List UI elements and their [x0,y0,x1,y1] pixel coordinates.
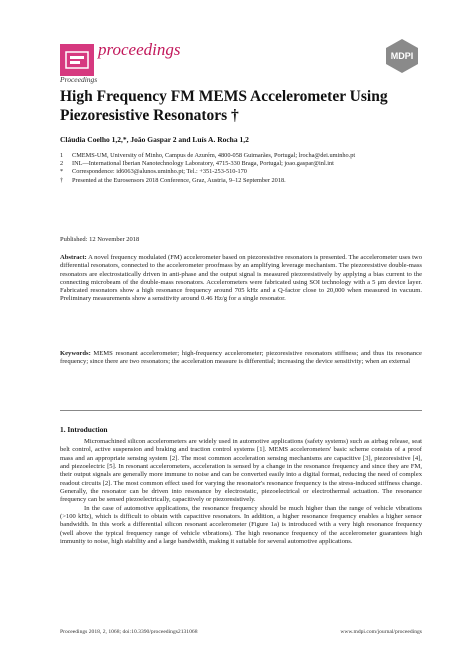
affiliation-text: Correspondence: id6063@alunos.uminho.pt; Tel.: +351-253-510-170 [72,168,247,176]
publication-date: Published: 12 November 2018 [60,236,140,243]
svg-text:MDPI: MDPI [390,51,414,61]
affiliation-mark: * [60,168,64,176]
affiliation-item [60,177,420,185]
keywords-text: MEMS resonant accelerometer; high-frequency accelerometer; piezoresistive resonators stiffness; and thus its resonance frequency; since there are two resonators; the acceleration measure is differential; increasing the device sensitivity; when an external [60,350,422,366]
footer-url[interactable]: www.mdpi.com/journal/proceedings [340,629,422,635]
abstract [60,254,422,304]
affiliation-item [60,152,420,160]
section-divider [60,410,422,411]
affiliation-mark: 1 [60,152,64,159]
keywords-label: Keywords: [60,350,91,357]
footer-citation: Proceedings 2018, 2, 1068; doi:10.3390/proceedings2131068 [60,629,198,635]
document-type: Proceedings [60,75,98,84]
journal-logo-icon [60,44,94,76]
author-list: Cláudia Coelho 1,2,*, João Gaspar 2 and Luís A. Rocha 1,2 [60,135,249,144]
affiliation-text: Presented at the Eurosensors 2018 Conference, Graz, Austria, 9–12 September 2018. [72,176,286,184]
paper-title: High Frequency FM MEMS Accelerometer Using Piezoresistive Resonators † [60,88,388,124]
affiliation-mark: † [60,176,64,184]
affiliation-mark: 2 [60,160,64,168]
section-heading: 1. Introduction [60,425,108,434]
paragraph: In the case of automotive applications, the resonance frequency should be much higher than the range of vehicle vibrations (>100 kHz), which is difficult to obtain with capacitive resonators. In addition, a higher resonance frequency enables a higher sensor bandwidth. In this work a differential silicon resonant accelerometer (Figure 1a) is introduced with a very high resonance frequency (well above the typical frequency range of vehicle vibrations). The high resonance frequency of the accelerometer guarantees high immunity to noise, high stability and a large bandwidth, making it suitable for several automotive applications. [60,504,422,546]
abstract-text: A novel frequency modulated (FM) accelerometer based on piezoresistive resonators is presented. The accelerometer uses two differential resonators, connected to the accelerometer proofmass by an amplifying leverage mechanism. The piezoresistive double-mass resonators are electrostatically driven in anti-phase and the output signal is measured piezoresistively by applying a bias current to the connecting microbeam of the double-mass resonators. Accelerometers were fabricated using SOI technology with a 5 μm device layer. Fabricated resonators show a high resonance frequency around 705 kHz and a Q-factor close to 20,000 when measured in vacuum. Preliminary measurements show a sensitivity around 0.46 Hz/g for a single resonator. [60,254,422,303]
affiliation-item [60,168,420,176]
body-text [60,438,422,546]
keywords [60,350,422,367]
affiliation-item [60,160,420,168]
paragraph: Micromachined silicon accelerometers are widely used in automotive applications (safety systems) such as airbag release, seat belt control, active suspension and braking and traction control systems [1]. MEMS accelerometers' basic scheme consists of a proof mass and an appropriate sensing system [2]. The most common acceleration sensing mechanisms are capacitive [3], piezoresistive [4], and piezoelectric [5]. In resonant accelerometers, acceleration is sensed by a change in the resonance frequency and since they are FM, their output signals are generally more immune to noise and can be converted easily into a digital format, reducing the need of complex readout circuits [2]. The most common effect used for varying the resonator's resonance frequency is the stress-induced stiffness change. Generally, the resonator can be driven into resonance by electrostatic, piezoelectrical or electrothermal actuation. The resonance frequency can be sensed piezoelectrically, capacitively or piezoresistively. [60,438,422,504]
affiliations [60,152,420,185]
abstract-label: Abstract: [60,254,87,261]
journal-brand: proceedings [98,40,181,59]
affiliation-text: CMEMS-UM, University of Minho, Campus de Azurém, 4800-058 Guimarães, Portugal; lrocha@dei.uminho.pt [72,152,356,159]
affiliation-text: INL—International Iberian Nanotechnology Laboratory, 4715-330 Braga, Portugal; joao.gaspar@inl.int [72,160,334,168]
publisher-logo-icon [383,37,421,73]
